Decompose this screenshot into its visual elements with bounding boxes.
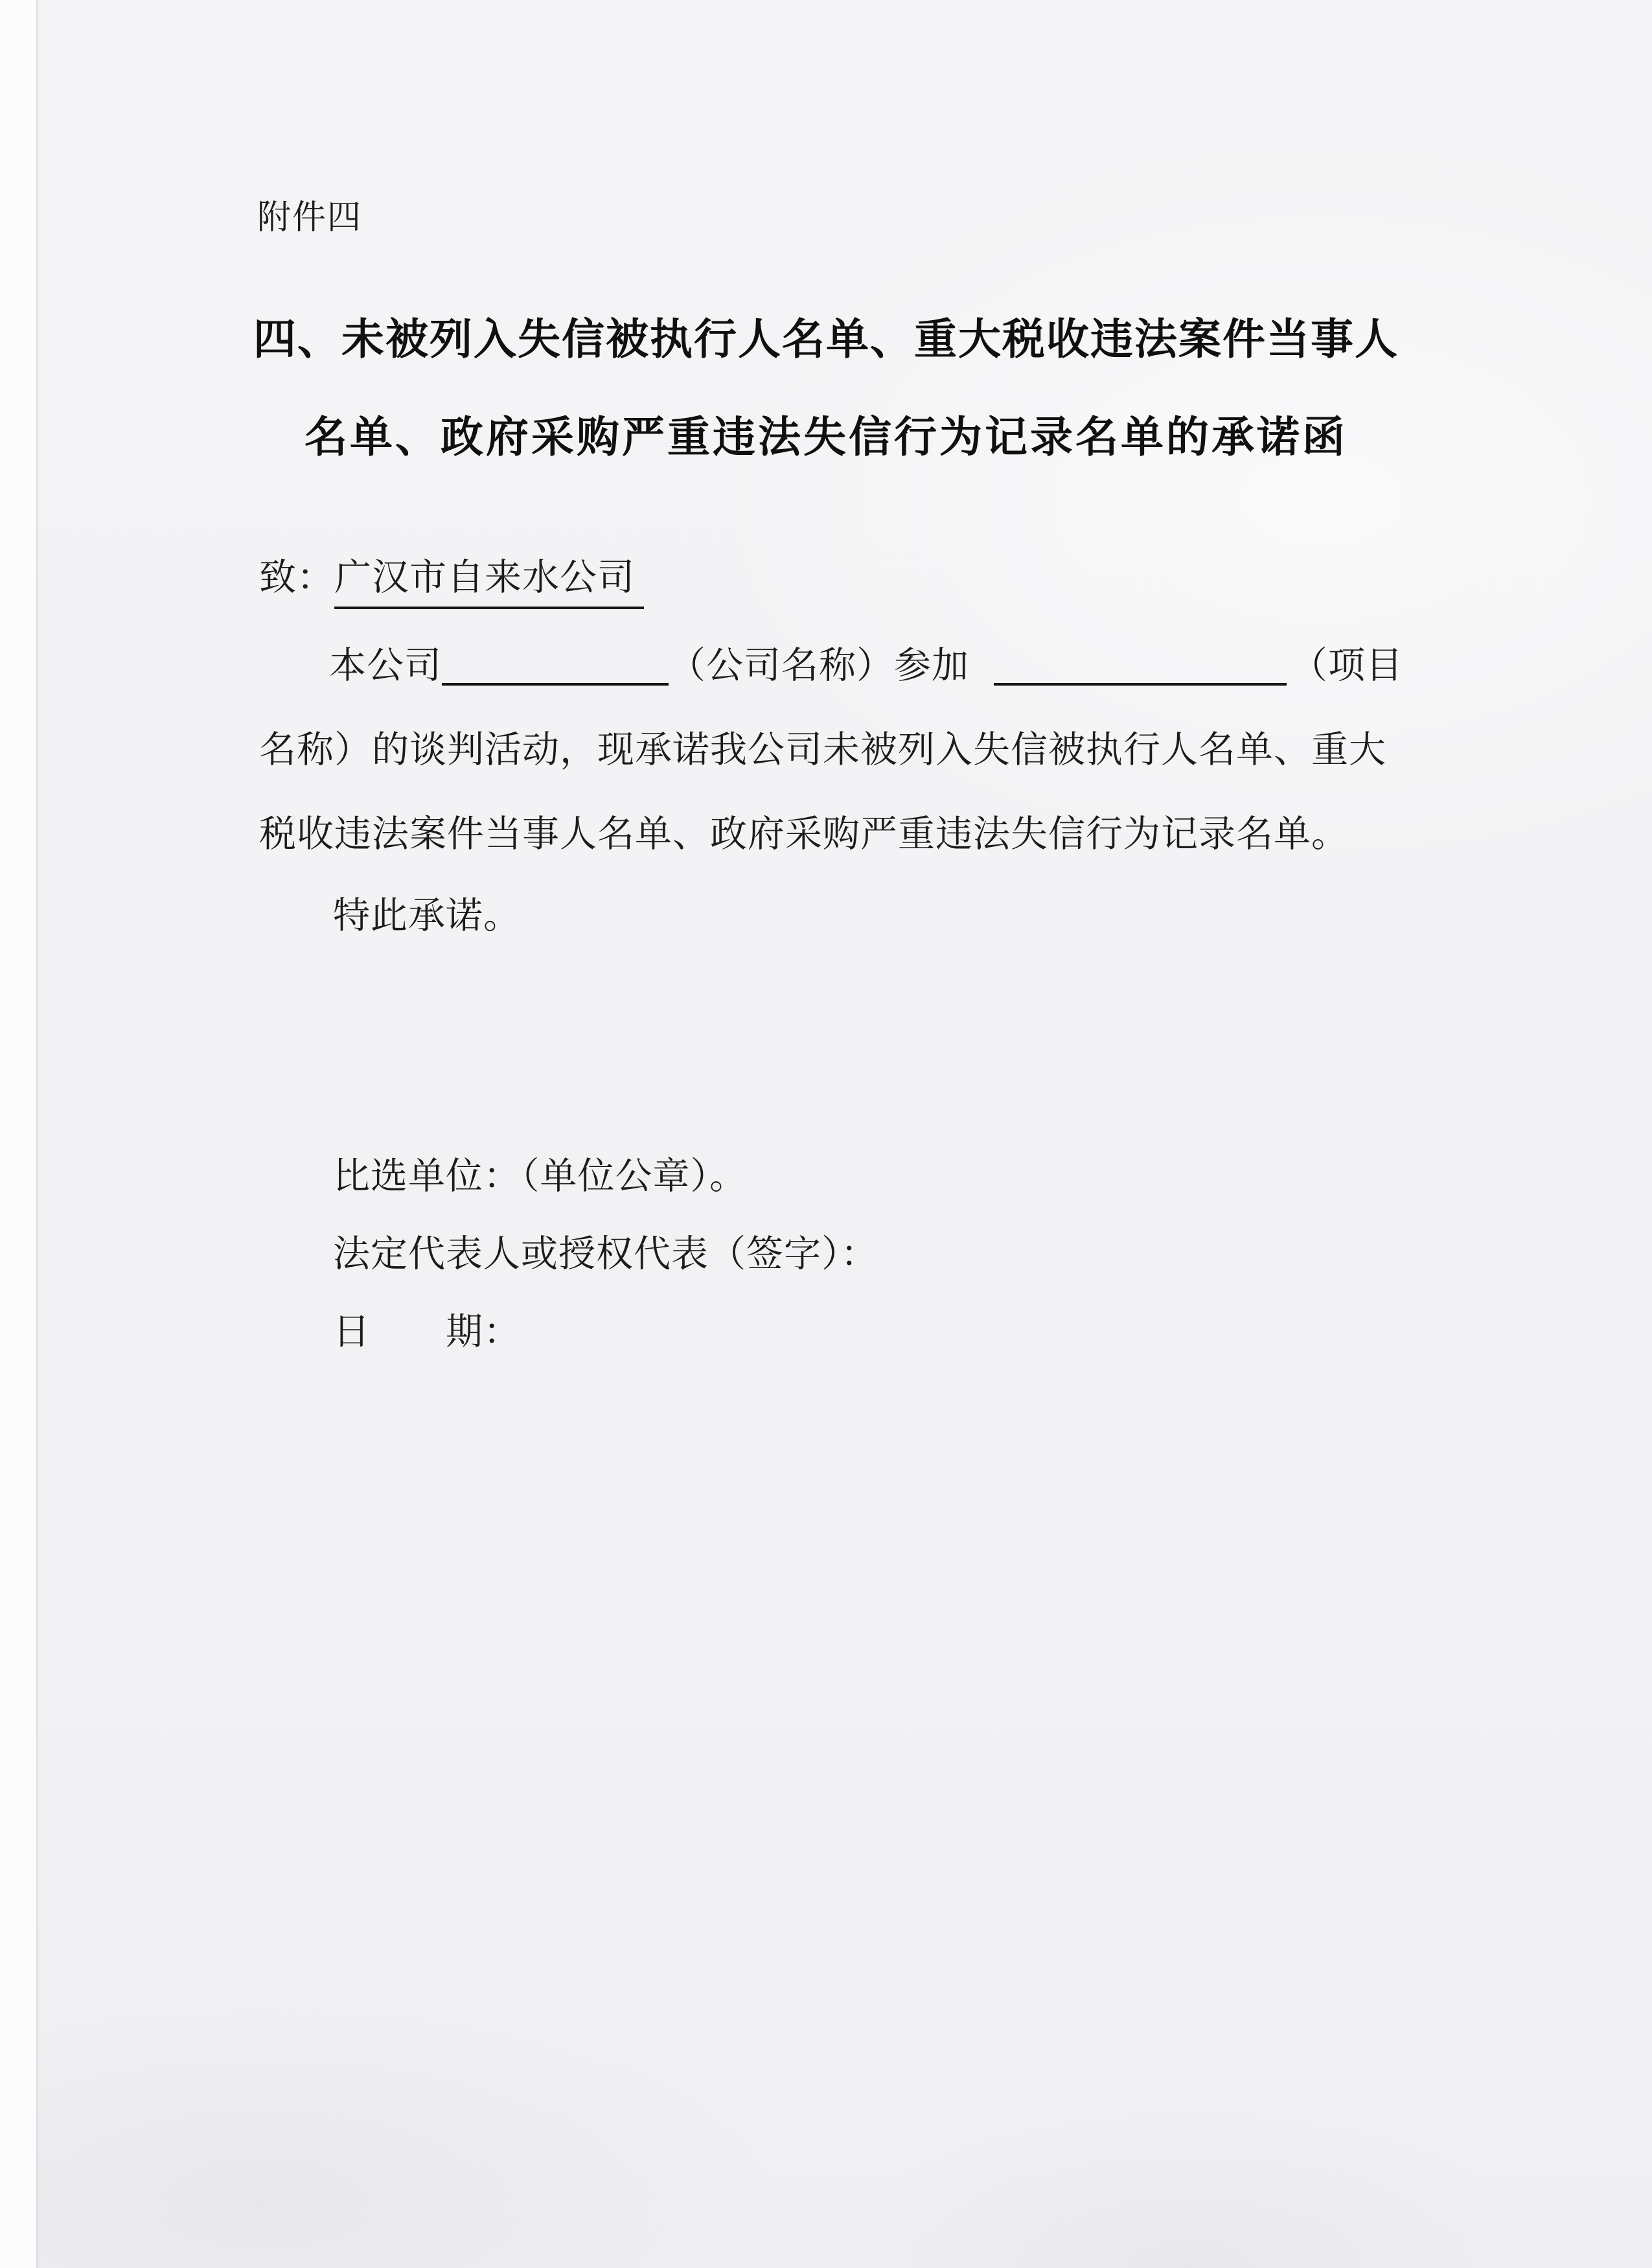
company-name-blank xyxy=(442,677,669,686)
body-line1-seg1: 本公司 xyxy=(329,645,442,686)
closing-line: 特此承诺。 xyxy=(333,896,521,936)
salutation-prefix: 致： xyxy=(259,557,334,598)
title-line-2: 名单、政府采购严重违法失信行为记录名单的承诺函 xyxy=(304,414,1348,461)
attachment-label: 附件四 xyxy=(257,200,363,237)
body-line-1 xyxy=(329,644,1403,688)
project-name-blank xyxy=(994,677,1287,686)
recipient-name: 广汉市自来水公司 xyxy=(334,556,644,609)
body-line1-seg3: （项目 xyxy=(1291,645,1403,686)
body-line-2: 名称）的谈判活动，现承诺我公司未被列入失信被执行人名单、重大 xyxy=(259,730,1386,770)
title-line-1: 四、未被列入失信被执行人名单、重大税收违法案件当事人 xyxy=(253,316,1399,364)
body-line-3: 税收违法案件当事人名单、政府采购严重违法失信行为记录名单。 xyxy=(259,814,1349,855)
document-title xyxy=(0,305,1652,464)
salutation-line xyxy=(259,556,644,609)
signature-date-line: 日 期： xyxy=(333,1312,521,1352)
signature-unit-line: 比选单位：（单位公章）。 xyxy=(333,1156,747,1197)
signature-representative-line: 法定代表人或授权代表（签字）： xyxy=(333,1234,878,1275)
body-line1-seg2: （公司名称）参加 xyxy=(669,645,969,686)
